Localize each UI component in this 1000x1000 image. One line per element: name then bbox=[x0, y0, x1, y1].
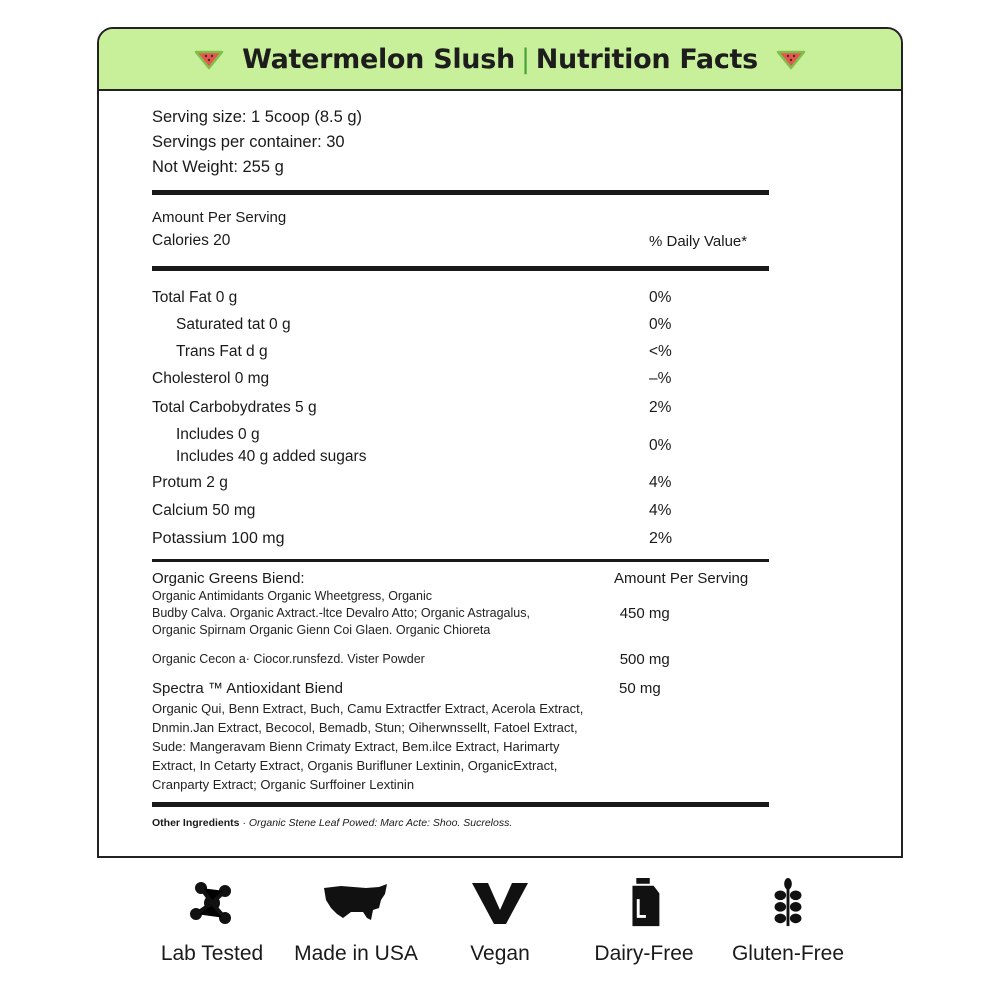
facts-panel bbox=[152, 91, 769, 829]
title-separator: | bbox=[520, 43, 530, 75]
divider bbox=[152, 266, 769, 271]
watermelon-slice-icon bbox=[194, 48, 224, 70]
spectra-title: Spectra ™ Antioxidant Biend bbox=[152, 680, 343, 697]
usa-map-icon bbox=[321, 878, 391, 928]
greens-description bbox=[152, 588, 620, 639]
spectra-line: Dnmin.Jan Extract, Becocol, Bemadb, Stun; Oiherwnssellt, Fatoel Extract, bbox=[152, 720, 578, 735]
divider bbox=[152, 190, 769, 195]
milk-carton-icon bbox=[624, 878, 664, 928]
product-name: Watermelon Slush bbox=[242, 43, 515, 75]
greens-title: Organic Greens Biend: bbox=[152, 570, 305, 587]
calories: Calories 20 bbox=[152, 232, 231, 249]
greens-body bbox=[152, 588, 769, 639]
greens-line: Organic Antimidants Organic Wheetgress, Organic bbox=[152, 589, 432, 603]
other-ingredients-text: · Organic Stene Leaf Powed: Marc Acte: Shoo. Sucreloss. bbox=[242, 817, 513, 829]
badge-dairy-free bbox=[574, 878, 714, 978]
badge-made-in-usa bbox=[286, 878, 426, 978]
nutrient-name: Includes 40 g added sugars bbox=[176, 448, 367, 465]
badge-label: Gluten-Free bbox=[731, 942, 845, 965]
nutrient-dv: 4% bbox=[649, 502, 672, 519]
greens-blend bbox=[152, 570, 769, 794]
nutrient-name: Calcium 50 mg bbox=[152, 502, 256, 519]
cecon-description: Organic Cecon a· Ciocor.runsfezd. Vister Powder bbox=[152, 652, 425, 666]
serving-info bbox=[152, 105, 769, 180]
nutrient-name: Total Carbobydrates 5 g bbox=[152, 398, 317, 416]
nutrient-name: Includes 0 g bbox=[176, 426, 260, 443]
nutrient-row bbox=[152, 338, 769, 365]
badge-label: Lab Tested bbox=[160, 942, 264, 965]
nutrient-dv: <% bbox=[649, 342, 672, 360]
nutrient-row bbox=[152, 392, 769, 423]
nutrient-dv: –% bbox=[649, 369, 672, 387]
nutrition-card bbox=[97, 27, 903, 858]
other-ingredients-label: Other Ingredients bbox=[152, 817, 240, 829]
badge-lab-tested bbox=[142, 878, 282, 978]
spectra-amount: 50 mg bbox=[619, 680, 661, 697]
nutrient-name: Protum 2 g bbox=[152, 474, 228, 491]
badge-label: Vegan bbox=[470, 942, 530, 965]
page-title bbox=[242, 44, 758, 75]
nutrient-row bbox=[152, 469, 769, 497]
nutrient-name-group bbox=[176, 424, 366, 468]
calories-row bbox=[152, 232, 769, 250]
nutrient-row bbox=[152, 525, 769, 553]
divider bbox=[152, 559, 769, 562]
nutrient-dv: 0% bbox=[649, 315, 672, 333]
nutrient-row bbox=[152, 285, 769, 311]
molecule-icon bbox=[187, 878, 237, 928]
nutrient-row bbox=[152, 365, 769, 392]
badge-gluten-free bbox=[718, 878, 858, 978]
badge-label: Made in USA bbox=[294, 942, 418, 965]
nutrient-dv: 0% bbox=[649, 289, 672, 306]
spectra-line: Organic Qui, Benn Extract, Buch, Camu Extractfer Extract, Acerola Extract, bbox=[152, 701, 584, 716]
label-name: Nutrition Facts bbox=[535, 43, 758, 75]
nutrient-name: Cholesterol 0 mg bbox=[152, 369, 270, 387]
nutrient-row bbox=[152, 423, 769, 469]
nutrient-name: Saturated tat 0 g bbox=[176, 315, 291, 333]
nutrient-dv: 2% bbox=[649, 530, 673, 547]
serving-size: Serving size: 1 5coop (8.5 g) bbox=[152, 108, 363, 126]
spectra-description bbox=[152, 699, 769, 794]
badge-row bbox=[97, 878, 903, 978]
greens-line: Budby Calva. Organic Axtract.-ltce Devalro Atto; Organic Astragalus, bbox=[152, 606, 530, 620]
greens-line: Organic Spirnam Organic Gienn Coi Glaen. Organic Chioreta bbox=[152, 623, 491, 637]
nutrient-dv: 0% bbox=[649, 437, 672, 454]
spectra-line: Cranparty Extract; Organic Surffoiner Lextinin bbox=[152, 777, 415, 792]
nutrient-row bbox=[152, 311, 769, 338]
spectra-header bbox=[152, 680, 769, 697]
badge-vegan bbox=[430, 878, 570, 978]
nutrient-dv: 4% bbox=[649, 474, 672, 491]
divider bbox=[152, 802, 769, 807]
greens-header bbox=[152, 570, 769, 587]
spectra-line: Sude: Mangeravam Bienn Crimaty Extract, Bem.ilce Extract, Harimarty bbox=[152, 739, 560, 754]
badge-label: Dairy-Free bbox=[594, 942, 694, 965]
servings-per-container: Servings per container: 30 bbox=[152, 133, 345, 151]
spectra-line: Extract, In Cetarty Extract, Organis Burifluner Lextinin, OrganicExtract, bbox=[152, 758, 558, 773]
watermelon-slice-icon bbox=[776, 48, 806, 70]
nutrient-name: Total Fat 0 g bbox=[152, 289, 238, 306]
cecon-row bbox=[152, 651, 769, 668]
daily-value-header: % Daily Value* bbox=[649, 232, 748, 250]
nutrient-name: Trans Fat d g bbox=[176, 342, 268, 360]
card-header bbox=[99, 29, 901, 91]
other-ingredients bbox=[152, 817, 769, 829]
nutrient-list bbox=[152, 285, 769, 553]
greens-amount-header: Amount Per Serving bbox=[614, 570, 749, 587]
nutrient-row bbox=[152, 497, 769, 525]
greens-amount: 450 mg bbox=[619, 605, 670, 622]
net-weight: Not Weight: 255 g bbox=[152, 158, 284, 176]
wheat-icon bbox=[768, 878, 808, 928]
vegan-v-icon bbox=[470, 878, 530, 928]
nutrient-dv: 2% bbox=[649, 398, 672, 416]
amount-per-serving: Amount Per Serving bbox=[152, 209, 287, 226]
nutrient-name: Potassium 100 mg bbox=[152, 530, 285, 547]
cecon-amount: 500 mg bbox=[619, 651, 670, 668]
